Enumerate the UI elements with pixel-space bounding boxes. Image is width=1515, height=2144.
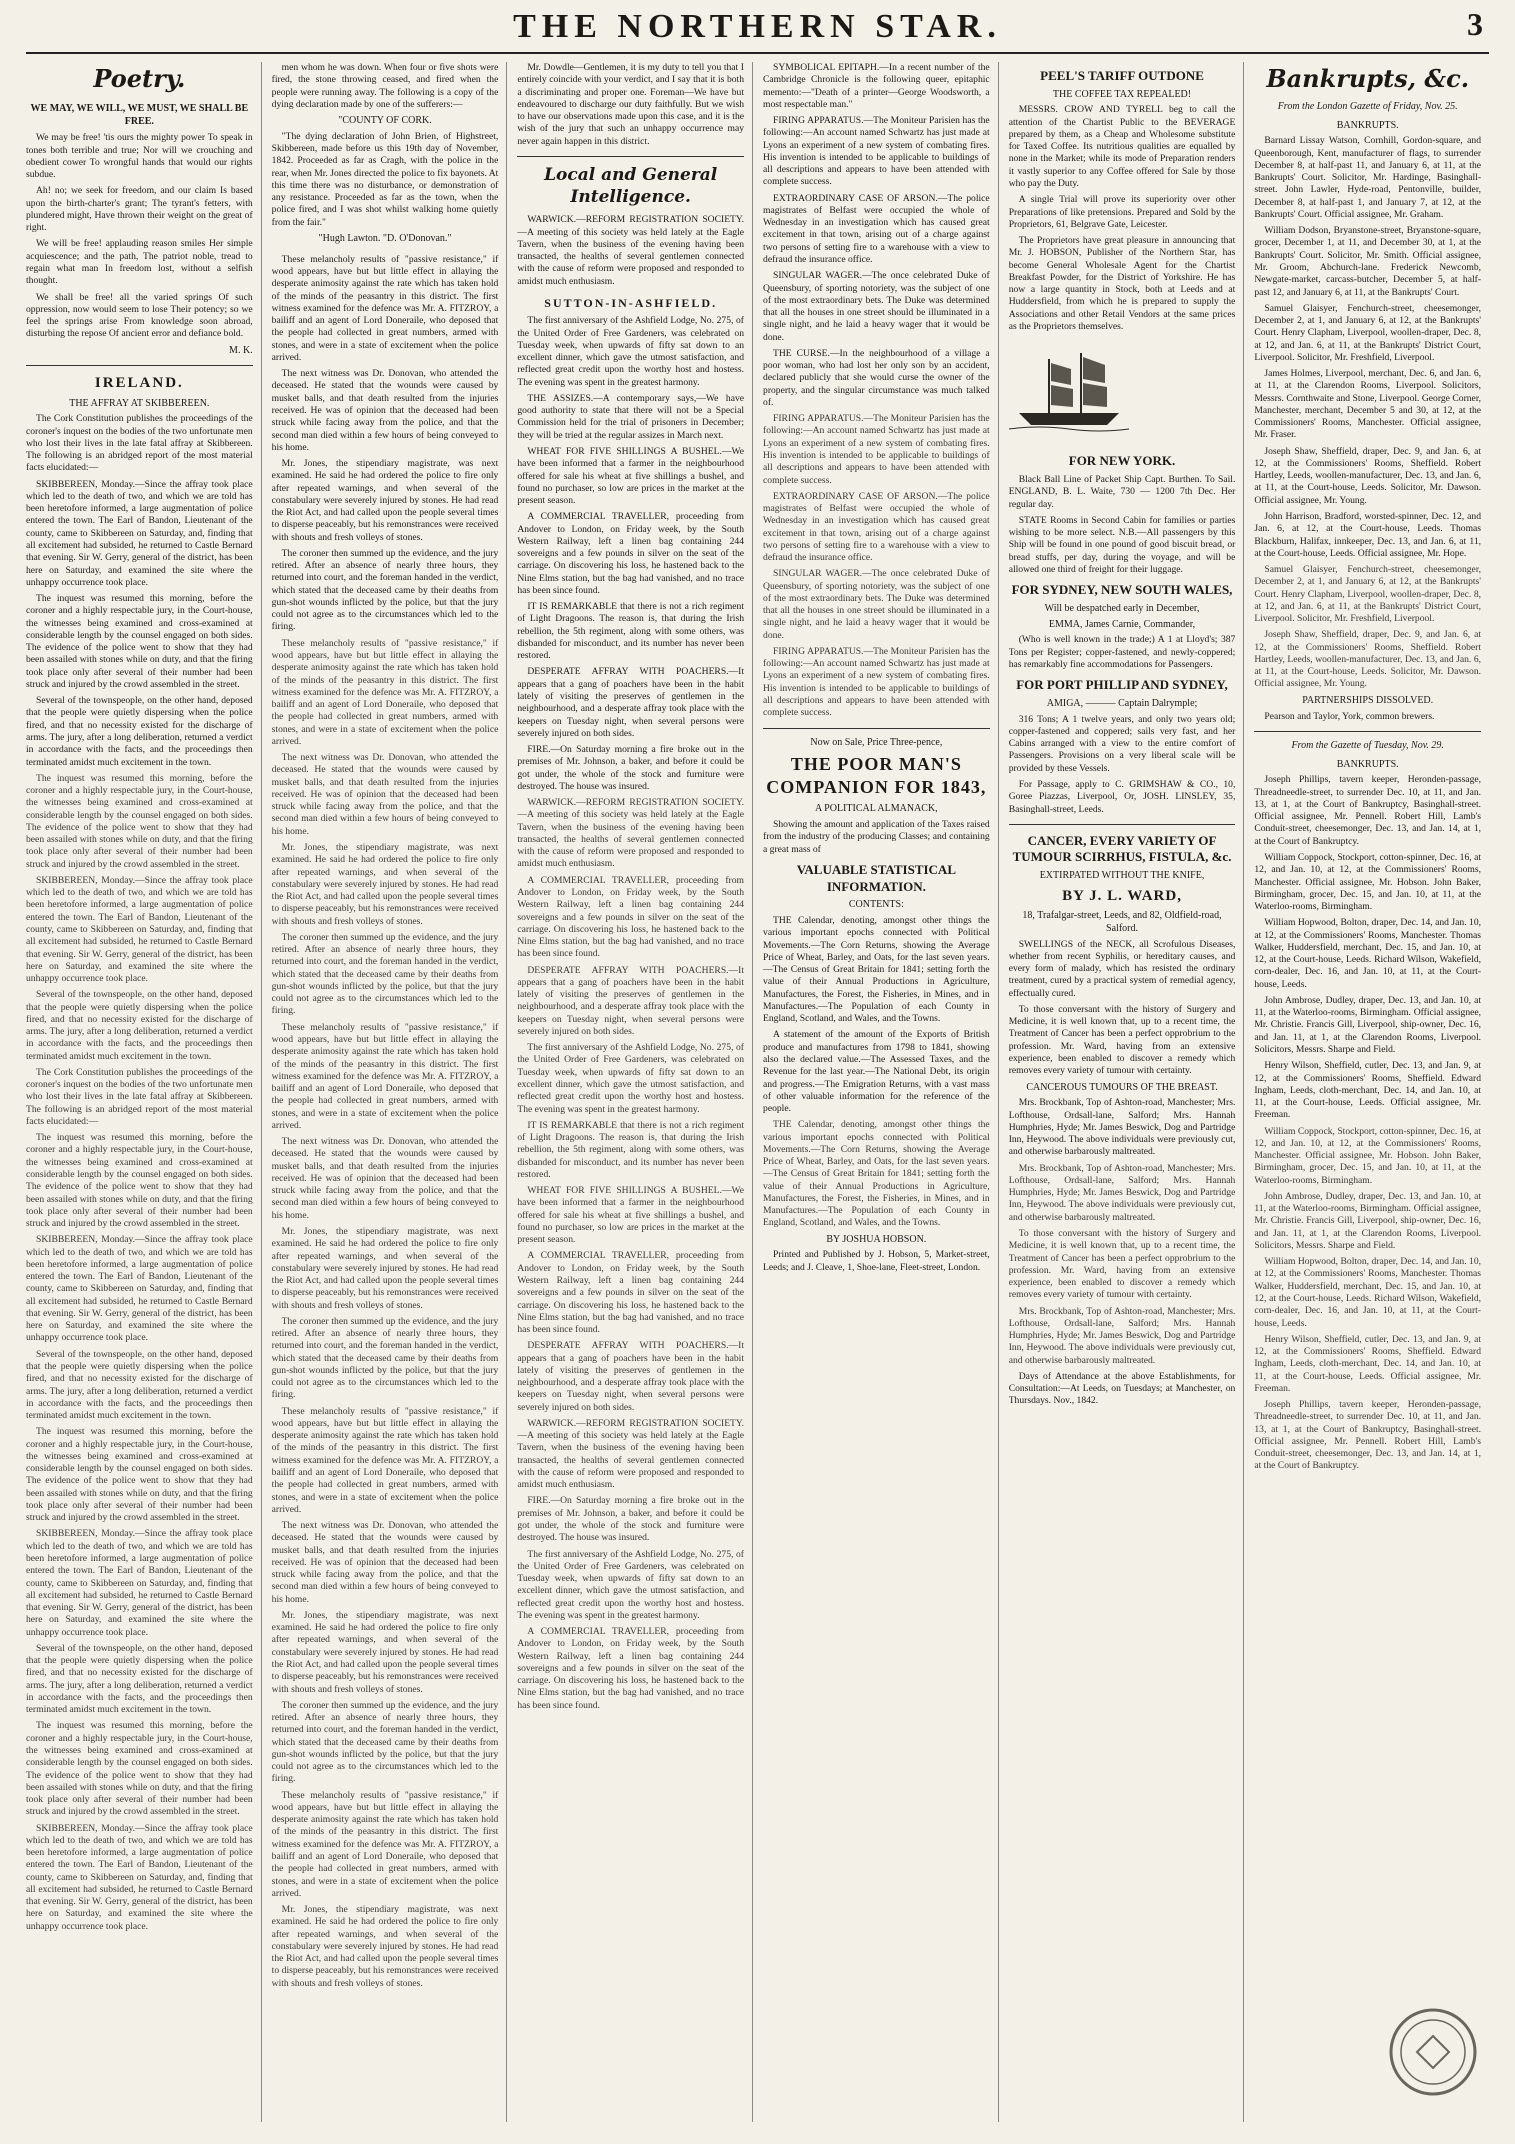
bankrupt-entries: William Coppock, Stockport, cotton-spinner, Dec. 16, at 12, and Jan. 10, at 12, at the Commissioners' Rooms, Manchester. Official assignee, Mr. Hobson. John Baker, Birmingham, grocer, Dec. 15, and Jan. 10, at 11, at the Waterloo-rooms, Birmingham. — [1254, 1125, 1482, 1186]
port-phillip-heading: FOR PORT PHILLIP AND SYDNEY, — [1016, 677, 1228, 693]
article-paragraph: The next witness was Dr. Donovan, who attended the deceased. He stated that the wounds were caused by musket balls, and that death resulted from the injuries received. He was of opinion that the deceased had been struck while facing away from the police, and that the second man died within a few hours of being conveyed to his home. — [271, 1136, 499, 1221]
peel-ad-heading: PEEL'S TARIFF OUTDONE — [1040, 68, 1204, 83]
article-paragraph: A COMMERCIAL TRAVELLER, proceeding from Andover to London, on Friday week, by the South Western Railway, left a linen bag containing 244 sovereigns and a few pounds in silver on the seat of the carriage. On discovering his loss, he hastened back to the Nine Elms station, but the bag had vanished, and no trace has been since found. — [517, 1626, 745, 1711]
article-paragraph: FIRE.—On Saturday morning a fire broke out in the premises of Mr. Johnson, a baker, and before it could be got under, the whole of the stock and furniture were destroyed. The house was insured. — [517, 1495, 745, 1544]
article-paragraph: Mr. Jones, the stipendiary magistrate, was next examined. He said he had ordered the police to fire only after repeated warnings, and when several of the constabulary were severely injured by stones. He had read the Riot Act, and had called upon the people several times to disperse peaceably, but his remonstrances were received with shouts and fresh volleys of stones. — [271, 1225, 499, 1311]
article-paragraph: SKIBBEREEN, Monday.—Since the affray took place which led to the death of two, and which we are told has been heretofore informed, a large augmentation of police entered the town. The Earl of Bandon, Lieutenant of the county, came to Skibbereen on Saturday, and, finding that all excitement had subsided, he returned to Castle Bernard that evening. Sir W. Gerry, general of the district, has been here on Saturday, and examined the site where the unhappy occurrence took place. — [26, 1822, 253, 1932]
poem-stanza: We will be free! applauding reason smiles Her simple acquiescence; and the path, The patriot noble, tread to regain what man In freedom lost, without a selfish thought. — [26, 238, 253, 287]
sailing-ship-icon — [1009, 345, 1129, 435]
advert-paragraph: (Who is well known in the trade;) A 1 at Lloyd's; 387 Tons per Register; copper-fastened, and newly-coppered; has remarkably fine accommodations for Passengers. — [1008, 634, 1236, 670]
article-paragraph: SKIBBEREEN, Monday.—Since the affray took place which led to the death of two, and which we are told has been heretofore informed, a large augmentation of police entered the town. The Earl of Bandon, Lieutenant of the county, came to Skibbereen on Saturday, and, finding that all excitement had subsided, he returned to Castle Bernard that evening. Sir W. Gerry, general of the district, has been here on Saturday, and examined the site where the unhappy occurrence took place. — [26, 874, 253, 985]
article-paragraph: The inquest was resumed this morning, before the coroner and a highly respectable jury, in the Court-house, the witnesses being examined and cross-examined at considerable length by the counsel engaged on both sides. The evidence of the police went to show that they had been assailed with stones while on duty, and that the firing took place only after several of their number had been struck and injured by the crowd assembled in the street. — [26, 1720, 253, 1818]
divider — [517, 156, 744, 157]
article-paragraph: men whom he was down. When four or five shots were fired, the stone throwing ceased, and fired when the people were running away. The following is a copy of the dying declaration made by one of the sufferers:— — [271, 62, 499, 110]
poem-stanza: We shall be free! all the varied springs Of such oppression, now would seem to lose Their potency; so we feel the springs arise From knowledge soon abroad, disturbing the repose Of ancient error and defiance bold. — [26, 291, 253, 340]
bankrupt-entries: William Dodson, Bryanstone-street, Bryanstone-square, grocer, December 1, at 11, and December 30, at 1, at the Bankrupts' Court. Solicitor, Mr. Smith. Official assignee, Mr. Groom, Abchurch-lane. Frederick Newcomb, Newgate-market, carcass-butcher, December 5, at half-past 12, and January 6, at 11, at the Bankrupts' Court. — [1254, 225, 1482, 298]
ireland-subheading: THE AFFRAY AT SKIBBEREEN. — [69, 397, 210, 409]
article-paragraph: EXTRAORDINARY CASE OF ARSON.—The police magistrates of Belfast were occupied the whole of Wednesday in an investigation which has caused great excitement in that town, arising out of a charge against two persons of setting fire to a warehouse with a view to defraud the insurance office. — [763, 192, 990, 265]
article-paragraph: The next witness was Dr. Donovan, who attended the deceased. He stated that the wounds were caused by musket balls, and that death resulted from the injuries received. He was of opinion that the deceased had been struck while facing away from the police, and that the second man died within a few hours of being conveyed to his home. — [271, 752, 499, 837]
article-paragraph: These melancholy results of "passive resistance," if wood appears, have but but little effect in allaying the desperate animosity against the rate which has taken hold of the minds of the peasantry in this district. The first witness examined for the defence was Mr. A. FITZROY, a bailiff and an agent of Lord Doneraile, who deposed that the people had collected in great numbers, armed with stones, and were in a state of excitement when the police arrived. — [271, 253, 499, 363]
sydney-ship: EMMA, James Carnie, Commander, — [1048, 618, 1196, 630]
article-paragraph: The next witness was Dr. Donovan, who attended the deceased. He stated that the wounds were caused by musket balls, and that death resulted from the injuries received. He was of opinion that the deceased had been struck while facing away from the police, and that the second man died within a few hours of being conveyed to his home. — [271, 1520, 499, 1605]
article-paragraph: FIRING APPARATUS.—The Moniteur Parisien has the following:—An account named Schwartz has just made at Lyons an experiment of a new system of combating fires. His invention is intended to be applicable to buildings of all descriptions and appears to have been attended with complete success. — [763, 645, 990, 719]
partnership-entry: Pearson and Taylor, York, common brewers. — [1264, 710, 1435, 722]
bankrupt-entries: William Hopwood, Bolton, draper, Dec. 14, and Jan. 10, at 12, at the Commissioners' Rooms, Manchester. Thomas Walker, Huddersfield, merchant, Dec. 15, and Jan. 10, at 12, at the Court-house, Leeds. Richard Wilson, Wakefield, corn-dealer, Dec. 16, and Jan. 10, at 11, at the Court-house, Leeds. — [1254, 1256, 1482, 1329]
article-paragraph: FIRE.—On Saturday morning a fire broke out in the premises of Mr. Johnson, a baker, and before it could be got under, the whole of the stock and furniture were destroyed. The house was insured. — [517, 744, 745, 792]
page-number: 3 — [1467, 6, 1483, 42]
bankrupt-entries: Joseph Phillips, tavern keeper, Heronden-passage, Threadneedle-street, to surrender Dec. 10, at 11, and Jan. 13, at 1, at the Court of Bankruptcy, Basinghall-street. Official assignee, Mr. Pennell. Robert Hill, Lamb's Conduit-street, cheesemonger, Dec. 13, and Jan. 14, at 1, at the Court of Bankruptcy. — [1254, 1399, 1482, 1472]
sydney-heading: FOR SYDNEY, NEW SOUTH WALES, — [1011, 582, 1233, 598]
newspaper-title: THE NORTHERN STAR. — [513, 8, 1002, 45]
bankrupt-entries: John Ambrose, Dudley, draper, Dec. 13, and Jan. 10, at 11, at the Waterloo-rooms, Birmingham. Official assignee, Mr. Christie. Francis Gill, Liverpool, ship-owner, Dec. 16, and Jan. 11, at 1, at the Clarendon Rooms, Liverpool. Solicitors, Messrs. Sharpe and Field. — [1254, 994, 1482, 1055]
masthead — [26, 0, 1489, 54]
article-paragraph: THE CURSE.—In the neighbourhood of a village a poor woman, who had lost her only son by an accident, declared publicly that she would curse the owner of the property, and the singular circumstance was much talked of. — [763, 347, 990, 408]
article-paragraph: The inquest was resumed this morning, before the coroner and a highly respectable jury, in the Court-house, the witnesses being examined and cross-examined at considerable length by the counsel engaged on both sides. The evidence of the police went to show that they had been assailed with stones while on duty, and that the firing took place only after several of their number had been struck and injured by the crowd assembled in the street. — [26, 1132, 253, 1230]
bankrupt-entries: Joseph Shaw, Sheffield, draper, Dec. 9, and Jan. 6, at 12, at the Commissioners' Rooms, Sheffield. Robert Hartley, Leeds, woollen-manufacturer, Dec. 13, and Jan. 6, at 11, at the Court-house, Leeds. Solicitor, Mr. Dawson. Official assignee, Mr. Young. — [1254, 445, 1482, 506]
bankrupt-entries: John Harrison, Bradford, worsted-spinner, Dec. 12, and Jan. 6, at 12, at the Court-house, Leeds. Thomas Blackburn, Halifax, innkeeper, Dec. 13, and Jan. 6, at 11, at the Court-house, Leeds. Official assignee, Mr. Hope. — [1254, 511, 1482, 559]
poem — [26, 132, 253, 340]
almanac-contents: THE Calendar, denoting, amongst other things the various important epochs connected with Political Movements.—The Corn Returns, showing the Average Price of Wheat, Barley, and Oats, for the last seven years.—The Census of Great Britain for 1841; setting forth the value of their Annual Productions in Agriculture, Manufactures, the Forest, the Fisheries, in Mines, and in Manufactures.—The Population of each County in England, Scotland, and Wales, and the Towns. — [763, 1119, 990, 1229]
article-paragraph: Several of the townspeople, on the other hand, deposed that the people were quietly dispersing when the police fired, and that no necessity existed for the discharge of arms. The jury, after a long deliberation, returned a verdict in accordance with the facts, and the proceedings then terminated amidst much excitement in the town. — [26, 695, 253, 768]
divider — [763, 728, 990, 729]
library-stamp-icon — [1387, 2006, 1479, 2098]
poem-stanza: Ah! no; we seek for freedom, and our claim Is based upon the birth-charter's grant; The tyrant's fetters, with plundered might, Have thrown their weight on the great of right. — [26, 185, 253, 234]
advert-paragraph: To those conversant with the history of Surgery and Medicine, it is well known that, up to a recent time, the Treatment of Cancer has been a perfect opprobrium to the profession. Mr. Ward, having from an extensive experience, been enabled to discover a remedy which removes every variety of tumour with certainty. — [1008, 1003, 1236, 1077]
almanac-contents: A statement of the amount of the Exports of British produce and manufactures from 1798 to 1841, showing also the declared value.—The Assessed Taxes, and the Revenue for the last year.—The National Debt, its origin and progress.—The Emigration Returns, with a vast mass of other valuable information for the reference of the people. — [763, 1029, 990, 1115]
article-paragraph: Several of the townspeople, on the other hand, deposed that the people were quietly dispersing when the police fired, and that no necessity existed for the discharge of arms. The jury, after a long deliberation, returned a verdict in accordance with the facts, and the proceedings then terminated amidst much excitement in the town. — [26, 1348, 253, 1422]
partnerships-label: PARTNERSHIPS DISSOLVED. — [1302, 694, 1434, 706]
article-paragraph: The first anniversary of the Ashfield Lodge, No. 275, of the United Order of Free Gardeners, was celebrated on Tuesday week, when upwards of fifty sat down to an excellent dinner, which gave the utmost satisfaction, and reflected great credit upon the worthy host and hostess. The evening was spent in the greatest harmony. — [517, 1042, 745, 1115]
article-paragraph: Mr. Jones, the stipendiary magistrate, was next examined. He said he had ordered the police to fire only after repeated warnings, and when several of the constabulary were severely injured by stones. He had read the Riot Act, and had called upon the people several times to disperse peaceably, but his remonstrances were received with shouts and fresh volleys of stones. — [271, 458, 499, 543]
advert-paragraph: Black Ball Line of Packet Ship Capt. Burthen. To Sail. ENGLAND, B. L. Waite, 730 — 1200 7th Dec. Her regular day. — [1008, 474, 1236, 510]
article-paragraph: DESPERATE AFFRAY WITH POACHERS.—It appears that a gang of poachers have been in the habit lately of visiting the preserves of gentlemen in the neighbourhood, and a desperate affray took place with the keepers on Tuesday night, when several persons were severely injured on both sides. — [517, 666, 745, 739]
article-paragraph: SKIBBEREEN, Monday.—Since the affray took place which led to the death of two, and which we are told has been heretofore informed, a large augmentation of police entered the town. The Earl of Bandon, Lieutenant of the county, came to Skibbereen on Saturday, and, finding that all excitement had subsided, he returned to Castle Bernard that evening. Sir W. Gerry, general of the district, has been here on Saturday, and examined the site where the unhappy occurrence took place. — [26, 1234, 253, 1344]
article-paragraph: FIRING APPARATUS.—The Moniteur Parisien has the following:—An account named Schwartz has just made at Lyons an experiment of a new system of combating fires. His invention is intended to be applicable to buildings of all descriptions and appears to have been attended with complete success. — [763, 413, 990, 486]
bankrupt-entries: Henry Wilson, Sheffield, cutler, Dec. 13, and Jan. 9, at 12, at the Commissioners' Rooms, Sheffield. Edward Ingham, Leeds, cloth-merchant, Dec. 14, and Jan. 10, at 11, at the Court-house, Leeds. Official assignee, Mr. Freeman. — [1254, 1060, 1482, 1121]
article-paragraph: Mr. Jones, the stipendiary magistrate, was next examined. He said he had ordered the police to fire only after repeated warnings, and when several of the constabulary were severely injured by stones. He had read the Riot Act, and had called upon the people several times to disperse peaceably, but his remonstrances were received with shouts and fresh volleys of stones. — [271, 1904, 499, 1989]
new-york-heading: FOR NEW YORK. — [1068, 453, 1176, 469]
ireland-heading: IRELAND. — [94, 375, 184, 392]
article-paragraph: The coroner then summed up the evidence, and the jury retired. After an absence of nearly three hours, they returned into court, and the foreman handed in the verdict, which stated that the deceased came by their deaths from gun-shot wounds inflicted by the police, but that the jury could not agree as to the circumstances which led to the firing. — [271, 931, 499, 1017]
article-paragraph: Mr. Jones, the stipendiary magistrate, was next examined. He said he had ordered the police to fire only after repeated warnings, and when several of the constabulary were severely injured by stones. He had read the Riot Act, and had called upon the people several times to disperse peaceably, but his remonstrances were received with shouts and fresh volleys of stones. — [271, 1609, 499, 1695]
article-paragraph: The inquest was resumed this morning, before the coroner and a highly respectable jury, in the Court-house, the witnesses being examined and cross-examined at considerable length by the counsel engaged on both sides. The evidence of the police went to show that they had been assailed with stones while on duty, and that the firing took place only after several of their number had been struck and injured by the crowd assembled in the street. — [26, 1426, 253, 1524]
article-paragraph: The coroner then summed up the evidence, and the jury retired. After an absence of nearly three hours, they returned into court, and the foreman handed in the verdict, which stated that the deceased came by their deaths from gun-shot wounds inflicted by the police, but that the jury could not agree as to the circumstances which led to the firing. — [271, 547, 499, 633]
advert-paragraph: A single Trial will prove its superiority over other Preparations of like pretensions. Prepared and Sold by the Proprietors, 61, Belgrave Gate, Leicester. — [1008, 194, 1236, 230]
bankrupt-entries: Joseph Phillips, tavern keeper, Heronden-passage, Threadneedle-street, to surrender Dec. 10, at 11, and Jan. 13, at 1, at the Court of Bankruptcy, Basinghall-street. Official assignee, Mr. Pennell. Robert Hill, Lamb's Conduit-street, cheesemonger, Dec. 13, and Jan. 14, at 1, at the Court of Bankruptcy. — [1254, 774, 1482, 847]
almanac-contents-label: CONTENTS: — [848, 899, 904, 911]
article-paragraph: The next witness was Dr. Donovan, who attended the deceased. He stated that the wounds were caused by musket balls, and that death resulted from the injuries received. He was of opinion that the deceased had been struck while facing away from the police, and that the second man died within a few hours of being conveyed to his home. — [271, 368, 499, 453]
columns — [26, 62, 1489, 2122]
poem-title: WE MAY, WE WILL, WE MUST, WE SHALL BE FREE. — [30, 102, 249, 127]
article-paragraph: SYMBOLICAL EPITAPH.—In a recent number of the Cambridge Chronicle is the following queer, epitaphic memento:—"Death of a printer—George Woodsworth, a most respectable man." — [763, 62, 990, 110]
bankrupt-entries: Samuel Glaisyer, Fenchurch-street, cheesemonger, December 2, at 1, and January 6, at 12, at the Bankrupts' Court. Henry Clapham, Liverpool, woollen-draper, Dec. 8, at 12, and Jan. 6, at 11, at the Bankrupts' District Court, Liverpool. Solicitor, Mr. Freshfield, Liverpool. — [1254, 302, 1482, 363]
article-paragraph: A COMMERCIAL TRAVELLER, proceeding from Andover to London, on Friday week, by the South Western Railway, left a linen bag containing 244 sovereigns and a few pounds in silver on the seat of the carriage. On discovering his loss, he hastened back to the Nine Elms station, but the bag had vanished, and no trace has been since found. — [517, 511, 745, 596]
article-paragraph: WARWICK.—REFORM REGISTRATION SOCIETY.—A meeting of this society was held lately at the Eagle Tavern, when the business of the evening having been transacted, the healths of several gentlemen connected with the cause of reform were proposed and responded to amidst much enthusiasm. — [517, 797, 745, 870]
divider — [1254, 731, 1481, 732]
sydney-subheading: Will be despatched early in December, — [1044, 602, 1200, 614]
almanac-highlight: VALUABLE STATISTICAL INFORMATION. — [796, 862, 956, 894]
bankrupt-entries: Henry Wilson, Sheffield, cutler, Dec. 13, and Jan. 9, at 12, at the Commissioners' Rooms, Sheffield. Edward Ingham, Leeds, cloth-merchant, Dec. 14, and Jan. 10, at 11, at the Court-house, Leeds. Official assignee, Mr. Freeman. — [1254, 1333, 1482, 1394]
article-paragraph: FIRING APPARATUS.—The Moniteur Parisien has the following:—An account named Schwartz has just made at Lyons an experiment of a new system of combating fires. His invention is intended to be applicable to buildings of all descriptions and appears to have been attended with complete success. — [763, 115, 990, 188]
article-paragraph: EXTRAORDINARY CASE OF ARSON.—The police magistrates of Belfast were occupied the whole of Wednesday in an investigation which has caused great excitement in that town, arising out of a charge against two persons of setting fire to a warehouse with a view to defraud the insurance office. — [763, 490, 990, 564]
cancer-ad-heading: CANCER, EVERY VARIETY OF TUMOUR SCIRRHUS, FISTULA, &c. — [1012, 832, 1232, 865]
cancer-ad-subheading: EXTIRPATED WITHOUT THE KNIFE, — [1039, 870, 1205, 882]
almanac-subtitle: A POLITICAL ALMANACK, — [815, 803, 938, 815]
article-paragraph: THE ASSIZES.—A contemporary says,—We have good authority to state that there will not be a Special Commission held for the trial of prisoners in December; they will be tried at the regular assizes in March next. — [517, 392, 745, 441]
cancer-cases-heading: CANCEROUS TUMOURS OF THE BREAST. — [1026, 1081, 1218, 1093]
article-paragraph: "The dying declaration of John Brien, of Highstreet, Skibbereen, made before us this 19th day of November, 1842. Proceeded as far as Cragh, with the police in the rear, when Mr. Jones directed the police to fix bayonets. At this time there was no disturbance, or demonstration of any resistance. Proceeded as far as the town, when the police fired, and I was shot whilst walking home quietly from the fair." — [271, 130, 499, 228]
bankrupts-label: BANKRUPTS. — [1336, 758, 1399, 770]
article-paragraph: IT IS REMARKABLE that there is not a rich regiment of Light Dragoons. The reason is, that during the Irish rebellion, the 5th regiment, along with some others, was disbanded for misconduct, and its number has never been restored. — [517, 601, 745, 662]
advert-footer: Days of Attendance at the above Establishments, for Consultation:—At Leeds, on Tuesdays; at Manchester, on Thursdays. Nov., 1842. — [1008, 1370, 1236, 1407]
article-paragraph: The coroner then summed up the evidence, and the jury retired. After an absence of nearly three hours, they returned into court, and the foreman handed in the verdict, which stated that the deceased came by their deaths from gun-shot wounds inflicted by the police, but that the jury could not agree as to the circumstances which led to the firing. — [271, 1315, 499, 1401]
bankrupt-entries: Samuel Glaisyer, Fenchurch-street, cheesemonger, December 2, at 1, and January 6, at 12, at the Bankrupts' Court. Henry Clapham, Liverpool, woollen-draper, Dec. 8, at 12, and Jan. 6, at 11, at the Bankrupts' District Court, Liverpool. Solicitor, Mr. Freshfield, Liverpool. — [1254, 564, 1482, 625]
gazette-source: From the London Gazette of Friday, Nov. 25. — [1277, 100, 1458, 112]
almanac-contents: THE Calendar, denoting, amongst other things the various important epochs connected with Political Movements.—The Corn Returns, showing the Average Price of Wheat, Barley, and Oats, for the last seven years.—The Census of Great Britain for 1841; setting forth the value of their Annual Productions in Agriculture, Manufactures, the Forest, the Fisheries, in Mines, and in Manufactures.—The Population of each County in England, Scotland, and Wales, and the Towns. — [763, 915, 990, 1025]
advert-paragraph: For Passage, apply to C. GRIMSHAW & CO., 10, Goree Piazzas, Liverpool, Or, JOSH. LINSLEY, 35, Basinghall-street, Leeds. — [1008, 778, 1236, 815]
advert-paragraph: MESSRS. CROW AND TYRELL beg to call the attention of the Chartist Public to the BEVERAGE prepared by them, as a Cheap and Wholesome substitute for Taxed Coffee. Its nutritious qualities are equalled by none in the Market; while its mode of Preparation renders it vastly superior to any Coffee offered for Sale by those who pay the Duty. — [1008, 104, 1236, 190]
article-paragraph: The first anniversary of the Ashfield Lodge, No. 275, of the United Order of Free Gardeners, was celebrated on Tuesday week, when upwards of fifty sat down to an excellent dinner, which gave the utmost satisfaction, and reflected great credit upon the worthy host and hostess. The evening was spent in the greatest harmony. — [517, 1548, 745, 1621]
article-paragraph: These melancholy results of "passive resistance," if wood appears, have but but little effect in allaying the desperate animosity against the rate which has taken hold of the minds of the peasantry in this district. The first witness examined for the defence was Mr. A. FITZROY, a bailiff and an agent of Lord Doneraile, who deposed that the people had collected in great numbers, armed with stones, and were in a state of excitement when the police arrived. — [271, 1405, 499, 1515]
article-paragraph: The inquest was resumed this morning, before the coroner and a highly respectable jury, in the Court-house, the witnesses being examined and cross-examined at considerable length by the counsel engaged on both sides. The evidence of the police went to show that they had been assailed with stones while on duty, and that the firing took place only after several of their number had been struck and injured by the crowd assembled in the street. — [26, 593, 253, 690]
poetry-heading: Poetry. — [93, 64, 186, 93]
bankrupt-entries: William Coppock, Stockport, cotton-spinner, Dec. 16, at 12, and Jan. 10, at 12, at the Commissioners' Rooms, Manchester. Official assignee, Mr. Hobson. John Baker, Birmingham, grocer, Dec. 15, and Jan. 10, at 11, at the Waterloo-rooms, Birmingham. — [1254, 851, 1482, 913]
article-paragraph: WARWICK.—REFORM REGISTRATION SOCIETY.—A meeting of this society was held lately at the Eagle Tavern, when the business of the evening having been transacted, the healths of several gentlemen connected with the cause of reform were proposed and responded to amidst much enthusiasm. — [517, 214, 745, 287]
column-4 — [763, 62, 999, 2122]
signatories: "Hugh Lawton. "D. O'Donovan." — [318, 232, 452, 244]
article-paragraph: Several of the townspeople, on the other hand, deposed that the people were quietly dispersing when the police fired, and that no necessity existed for the discharge of arms. The jury, after a long deliberation, returned a verdict in accordance with the facts, and the proceedings then terminated amidst much excitement in the town. — [26, 1642, 253, 1716]
column-1 — [26, 62, 262, 2122]
advert-paragraph: Mrs. Brockbank, Top of Ashton-road, Manchester; Mrs. Lofthouse, Ordsall-lane, Salford; Mrs. Hannah Humphries, Hyde; Mr. James Beswick, Dog and Partridge Inn, Heywood. The above individuals were previously cut, and otherwise barbarously maltreated. — [1008, 1097, 1236, 1158]
article-paragraph: WARWICK.—REFORM REGISTRATION SOCIETY.—A meeting of this society was held lately at the Eagle Tavern, when the business of the evening having been transacted, the healths of several gentlemen connected with the cause of reform were proposed and responded to amidst much enthusiasm. — [517, 1417, 745, 1491]
advert-paragraph: STATE Rooms in Second Cabin for families or parties wishing to be more select. N.B.—All passengers by this Ship will be found in one pound of good biscuit bread, or bread stuffs, per day, during the voyage, and will be allowed one third of freight for their luggage. — [1008, 514, 1236, 575]
gazette-source: From the Gazette of Tuesday, Nov. 29. — [1291, 739, 1444, 751]
advert-paragraph: 316 Tons; A 1 twelve years, and only two years old; copper-fastened and coppered; sails very fast, and her Cabins arranged with a view to the entire comfort of Passengers. Provisions on a very liberal scale will be provided by these Vessels. — [1008, 713, 1236, 774]
article-paragraph: SINGULAR WAGER.—The once celebrated Duke of Queensbury, of sporting notoriety, was the subject of one of the most extraordinary bets. The Duke was determined that all the houses in one street should be illuminated in a single night, and he laid a heavy wager that it would be done. — [763, 270, 990, 343]
bankrupt-entries: William Hopwood, Bolton, draper, Dec. 14, and Jan. 10, at 12, at the Commissioners' Rooms, Manchester. Thomas Walker, Huddersfield, merchant, Dec. 15, and Jan. 10, at 12, at the Court-house, Leeds. Richard Wilson, Wakefield, corn-dealer, Dec. 16, and Jan. 10, at 11, at the Court-house, Leeds. — [1254, 917, 1482, 990]
article-paragraph: DESPERATE AFFRAY WITH POACHERS.—It appears that a gang of poachers have been in the habit lately of visiting the preserves of gentlemen in the neighbourhood, and a desperate affray took place with the keepers on Tuesday night, when several persons were severely injured on both sides. — [517, 1340, 745, 1413]
advert-paragraph: Mrs. Brockbank, Top of Ashton-road, Manchester; Mrs. Lofthouse, Ordsall-lane, Salford; Mrs. Hannah Humphries, Hyde; Mr. James Beswick, Dog and Partridge Inn, Heywood. The above individuals were previously cut, and otherwise barbarously maltreated. — [1008, 1162, 1236, 1223]
quote-heading: "COUNTY OF CORK. — [338, 115, 432, 127]
bankrupts-heading: Bankrupts, &c. — [1266, 64, 1470, 93]
bankrupt-entries: John Ambrose, Dudley, draper, Dec. 13, and Jan. 10, at 11, at the Waterloo-rooms, Birmingham. Official assignee, Mr. Christie. Francis Gill, Liverpool, ship-owner, Dec. 16, and Jan. 11, at 1, at the Clarendon Rooms, Liverpool. Solicitors, Messrs. Sharpe and Field. — [1254, 1190, 1482, 1251]
bankrupts-label: BANKRUPTS. — [1336, 119, 1399, 131]
cancer-ad-address: 18, Trafalgar-street, Leeds, and 82, Oldfield-road, Salford. — [1022, 910, 1222, 934]
article-paragraph: SKIBBEREEN, Monday.—Since the affray took place which led to the death of two, and which we are told has been heretofore informed, a large augmentation of police entered the town. The Earl of Bandon, Lieutenant of the county, came to Skibbereen on Saturday, and, finding that all excitement had subsided, he returned to Castle Bernard that evening. Sir W. Gerry, general of the district, has been here on Saturday, and examined the site where the unhappy occurrence took place. — [26, 478, 253, 588]
column-3 — [517, 62, 753, 2122]
column-6 — [1254, 62, 1489, 2122]
almanac-notice: Now on Sale, Price Three-pence, — [810, 736, 943, 748]
poem-signature: M. K. — [229, 344, 253, 356]
almanac-title: THE POOR MAN'S COMPANION FOR 1843, — [766, 754, 987, 798]
article-paragraph: The coroner then summed up the evidence, and the jury retired. After an absence of nearly three hours, they returned into court, and the foreman handed in the verdict, which stated that the deceased came by their deaths from gun-shot wounds inflicted by the police, but that the jury could not agree as to the circumstances which led to the firing. — [271, 1699, 499, 1785]
advert-paragraph: Mrs. Brockbank, Top of Ashton-road, Manchester; Mrs. Lofthouse, Ordsall-lane, Salford; Mrs. Hannah Humphries, Hyde; Mr. James Beswick, Dog and Partridge Inn, Heywood. The above individuals were previously cut, and otherwise barbarously maltreated. — [1008, 1305, 1236, 1366]
article-paragraph: DESPERATE AFFRAY WITH POACHERS.—It appears that a gang of poachers have been in the habit lately of visiting the preserves of gentlemen in the neighbourhood, and a desperate affray took place with the keepers on Tuesday night, when several persons were severely injured on both sides. — [517, 964, 745, 1037]
column-2 — [272, 62, 508, 2122]
divider — [26, 365, 253, 366]
sutton-heading: SUTTON-IN-ASHFIELD. — [544, 295, 718, 310]
bankrupt-entries: Joseph Shaw, Sheffield, draper, Dec. 9, and Jan. 6, at 12, at the Commissioners' Rooms, Sheffield. Robert Hartley, Leeds, woollen-manufacturer, Dec. 13, and Jan. 6, at 11, at the Court-house, Leeds. Solicitor, Mr. Dawson. Official assignee, Mr. Young. — [1254, 629, 1482, 690]
advert-paragraph: SWELLINGS of the NECK, all Scrofulous Diseases, whether from recent Syphilis, or hereditary causes, and every form of malady, which has resisted the ordinary treatment, cured by a practical system of remedial agency, effectually cured. — [1008, 938, 1236, 999]
almanac-printer: Printed and Published by J. Hobson, 5, Market-street, Leeds; and J. Cleave, 1, Shoe-lane, Fleet-street, London. — [763, 1249, 990, 1273]
local-intelligence-heading: Local and General Intelligence. — [544, 164, 718, 207]
almanac-author: BY JOSHUA HOBSON. — [826, 1233, 927, 1245]
divider — [1009, 824, 1236, 825]
article-paragraph: The first anniversary of the Ashfield Lodge, No. 275, of the United Order of Free Gardeners, was celebrated on Tuesday week, when upwards of fifty sat down to an excellent dinner, which gave the utmost satisfaction, and reflected great credit upon the worthy host and hostess. The evening was spent in the greatest harmony. — [517, 315, 745, 388]
article-paragraph: A COMMERCIAL TRAVELLER, proceeding from Andover to London, on Friday week, by the South Western Railway, left a linen bag containing 244 sovereigns and a few pounds in silver on the seat of the carriage. On discovering his loss, he hastened back to the Nine Elms station, but the bag had vanished, and no trace has been since found. — [517, 874, 745, 960]
peel-ad-subheading: THE COFFEE TAX REPEALED! — [1052, 88, 1192, 100]
port-phillip-ship: AMIGA, ——— Captain Dalrymple; — [1046, 697, 1198, 709]
article-paragraph: The inquest was resumed this morning, before the coroner and a highly respectable jury, in the Court-house, the witnesses being examined and cross-examined at considerable length by the counsel engaged on both sides. The evidence of the police went to show that they had been assailed with stones while on duty, and that the firing took place only after several of their number had been struck and injured by the crowd assembled in the street. — [26, 772, 253, 870]
article-paragraph: The Cork Constitution publishes the proceedings of the coroner's inquest on the bodies of the two unfortunate men who lost their lives in the late fatal affray at Skibbereen. The following is an abridged report of the most material facts elucidated:— — [26, 1066, 253, 1127]
article-paragraph: WHEAT FOR FIVE SHILLINGS A BUSHEL.—We have been informed that a farmer in the neighbourhood offered for sale his wheat at five shillings a bushel, and found no purchaser, so low are prices in the market at the present season. — [517, 445, 745, 507]
article-paragraph: A COMMERCIAL TRAVELLER, proceeding from Andover to London, on Friday week, by the South Western Railway, left a linen bag containing 244 sovereigns and a few pounds in silver on the seat of the carriage. On discovering his loss, he hastened back to the Nine Elms station, but the bag had vanished, and no trace has been since found. — [517, 1250, 745, 1336]
article-paragraph: SKIBBEREEN, Monday.—Since the affray took place which led to the death of two, and which we are told has been heretofore informed, a large augmentation of police entered the town. The Earl of Bandon, Lieutenant of the county, came to Skibbereen on Saturday, and, finding that all excitement had subsided, he returned to Castle Bernard that evening. Sir W. Gerry, general of the district, has been here on Saturday, and examined the site where the unhappy occurrence took place. — [26, 1528, 253, 1638]
advert-paragraph: To those conversant with the history of Surgery and Medicine, it is well known that, up to a recent time, the Treatment of Cancer has been a perfect opprobrium to the profession. Mr. Ward, having from an extensive experience, been enabled to discover a remedy which removes every variety of tumour with certainty. — [1008, 1227, 1236, 1301]
article-paragraph: Mr. Jones, the stipendiary magistrate, was next examined. He said he had ordered the police to fire only after repeated warnings, and when several of the constabulary were severely injured by stones. He had read the Riot Act, and had called upon the people several times to disperse peaceably, but his remonstrances were received with shouts and fresh volleys of stones. — [271, 842, 499, 927]
article-paragraph: Mr. Dowdle—Gentlemen, it is my duty to tell you that I entirely coincide with your verdict, and I say that it is both a discriminating and proper one. Foreman—We have but endeavoured to discharge our duty faithfully. But we wish to have our observations made upon this case, and it is the wish of the jury that such an unhappy occurrence may never again happen in this district. — [517, 62, 745, 147]
advert-paragraph: The Proprietors have great pleasure in announcing that Mr. J. HOBSON, Publisher of the Northern Star, has become General Wholesale Agent for the Chartist Breakfast Powder, for the District of Yorkshire. He has now a large quantity in Stock, both at Leeds and at Huddersfield, from which he is prepared to supply the Associations and other Retail Vendors at the same prices as the Proprietors themselves. — [1008, 235, 1236, 332]
article-paragraph: WHEAT FOR FIVE SHILLINGS A BUSHEL.—We have been informed that a farmer in the neighbourhood offered for sale his wheat at five shillings a bushel, and found no purchaser, so low are prices in the market at the present season. — [517, 1185, 745, 1246]
article-paragraph: These melancholy results of "passive resistance," if wood appears, have but but little effect in allaying the desperate animosity against the rate which has taken hold of the minds of the peasantry in this district. The first witness examined for the defence was Mr. A. FITZROY, a bailiff and an agent of Lord Doneraile, who deposed that the people had collected in great numbers, armed with stones, and were in a state of excitement when the police arrived. — [271, 1789, 499, 1899]
article-paragraph: SINGULAR WAGER.—The once celebrated Duke of Queensbury, of sporting notoriety, was the subject of one of the most extraordinary bets. The Duke was determined that all the houses in one street should be illuminated in a single night, and he laid a heavy wager that it would be done. — [763, 568, 990, 641]
column-5 — [1009, 62, 1245, 2122]
almanac-description: Showing the amount and application of the Taxes raised from the industry of the producing Classes; and containing a great mass of — [763, 819, 990, 855]
bankrupt-entries: James Holmes, Liverpool, merchant, Dec. 6, and Jan. 6, at 11, at the Clarendon Rooms, Liverpool. Solicitors, Messrs. Cornthwaite and Stone, Liverpool. George Corner, Manchester, merchant, December 5 and 30, at 12, at the Commissioners' Rooms, Manchester. Official assignee, Mr. Fraser. — [1254, 368, 1482, 441]
poem-stanza: We may be free! 'tis ours the mighty power To speak in tones both terrible and true; Nor will we crouching and obedient cower To wrongful hands that would our rights subdue. — [26, 132, 253, 181]
article-paragraph: Several of the townspeople, on the other hand, deposed that the people were quietly dispersing when the police fired, and that no necessity existed for the discharge of arms. The jury, after a long deliberation, returned a verdict in accordance with the facts, and the proceedings then terminated amidst much excitement in the town. — [26, 989, 253, 1062]
bankrupt-entries: Barnard Lissay Watson, Cornhill, Gordon-square, and Queenborough, Kent, manufacturer of flags, to surrender December 8, at half-past 11, and January 6, at 11, at the Bankrupts' Court. Solicitor, Mr. Hardinge, Basinghall-street. John Lawler, Hyde-road, Pentonville, builder, December 8, at half-past 1, and January 7, at 12, at the Bankrupts' Court. Official assignee, Mr. Graham. — [1254, 135, 1482, 220]
article-paragraph: The Cork Constitution publishes the proceedings of the coroner's inquest on the bodies of the two unfortunate men who lost their lives in the late fatal affray at Skibbereen. The following is an abridged report of the most material facts elucidated:— — [26, 413, 253, 474]
cancer-ad-author: BY J. L. WARD, — [1062, 887, 1182, 904]
article-paragraph: IT IS REMARKABLE that there is not a rich regiment of Light Dragoons. The reason is, that during the Irish rebellion, the 5th regiment, along with some others, was disbanded for misconduct, and its number has never been restored. — [517, 1119, 745, 1180]
article-paragraph: These melancholy results of "passive resistance," if wood appears, have but but little effect in allaying the desperate animosity against the rate which has taken hold of the minds of the peasantry in this district. The first witness examined for the defence was Mr. A. FITZROY, a bailiff and an agent of Lord Doneraile, who deposed that the people had collected in great numbers, armed with stones, and were in a state of excitement when the police arrived. — [271, 637, 499, 747]
article-paragraph: These melancholy results of "passive resistance," if wood appears, have but but little effect in allaying the desperate animosity against the rate which has taken hold of the minds of the peasantry in this district. The first witness examined for the defence was Mr. A. FITZROY, a bailiff and an agent of Lord Doneraile, who deposed that the people had collected in great numbers, armed with stones, and were in a state of excitement when the police arrived. — [271, 1021, 499, 1131]
